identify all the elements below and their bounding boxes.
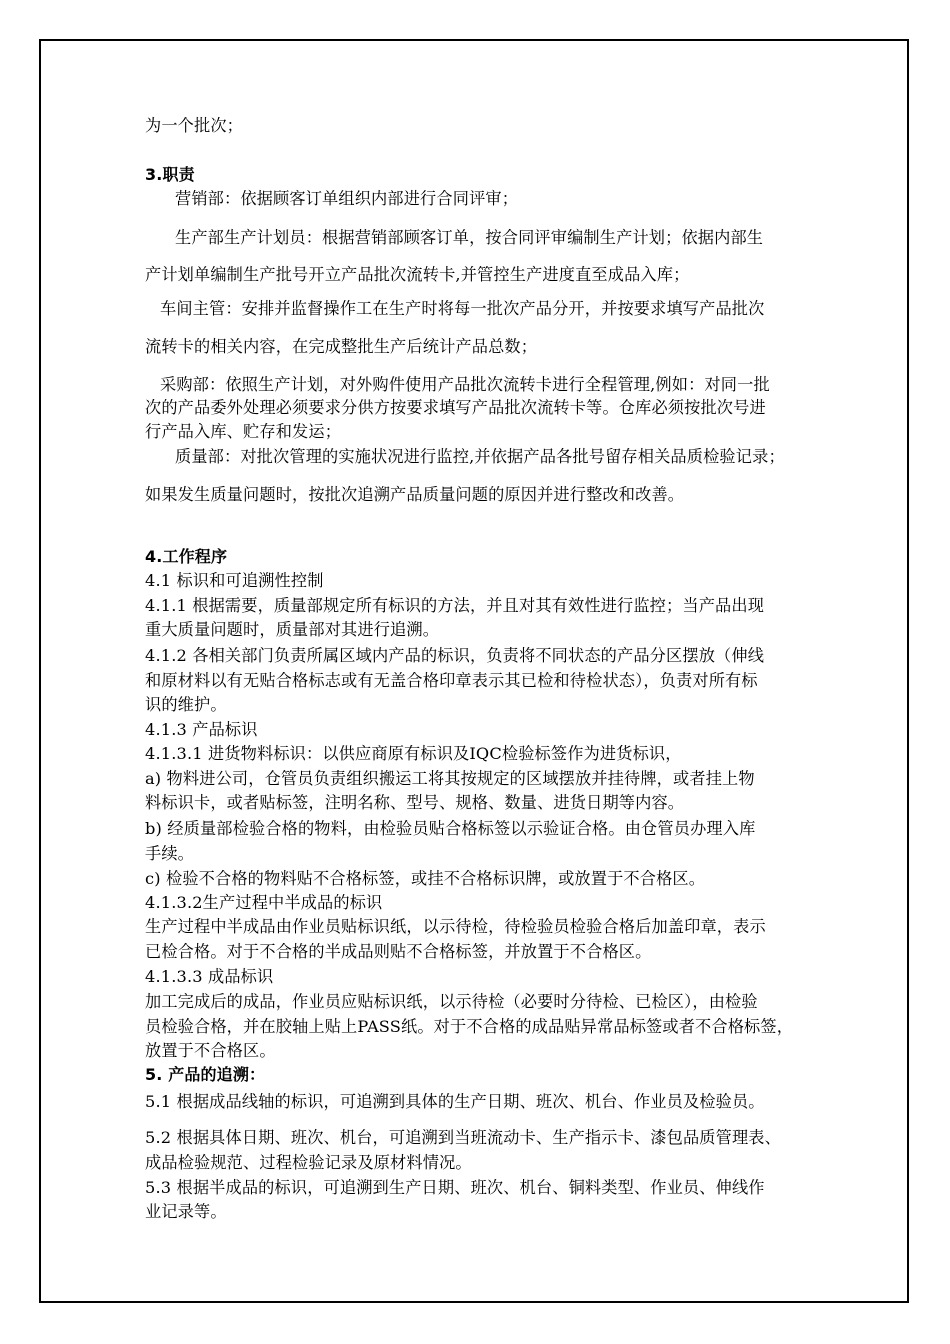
text-line: 已检合格。对于不合格的半成品则贴不合格标签，并放置于不合格区。 [145, 942, 652, 961]
text-line: a) 物料进公司，仓管员负责组织搬运工将其按规定的区域摆放并挂待牌，或者挂上物 [145, 769, 755, 788]
text-line: 4.1.3.3 成品标识 [145, 967, 274, 986]
section-heading-work-procedure: 4.工作程序 [145, 547, 228, 566]
text-line: b) 经质量部检验合格的物料，由检验员贴合格标签以示验证合格。由仓管员办理入库 [145, 819, 756, 838]
text-line: 4.1 标识和可追溯性控制 [145, 571, 324, 590]
text-line: 4.1.1 根据需要，质量部规定所有标识的方法，并且对其有效性进行监控；当产品出现 [145, 596, 765, 615]
text-line: 质量部：对批次管理的实施状况进行监控,并依据产品各批号留存相关品质检验记录； [175, 447, 785, 466]
text-line: 5.1 根据成品线轴的标识，可追溯到具体的生产日期、班次、机台、作业员及检验员。 [145, 1092, 765, 1111]
text-line: 加工完成后的成品，作业员应贴标识纸，以示待检（必要时分待检、已检区），由检验 [145, 992, 758, 1011]
text-line: 采购部：依照生产计划，对外购件使用产品批次流转卡进行全程管理,例如：对同一批 [160, 375, 770, 394]
text-line: 4.1.3 产品标识 [145, 720, 258, 739]
text-line: 车间主管：安排并监督操作工在生产时将每一批次产品分开，并按要求填写产品批次 [160, 299, 765, 318]
text-line: 业记录等。 [145, 1202, 227, 1221]
text-line: 4.1.3.2生产过程中半成品的标识 [145, 893, 383, 912]
section-heading-traceability: 5. 产品的追溯： [145, 1065, 266, 1084]
text-line: 4.1.3.1 进货物料标识：以供应商原有标识及IQC检验标签作为进货标识， [145, 744, 682, 763]
text-line: 生产过程中半成品由作业员贴标识纸，以示待检，待检验员检验合格后加盖印章，表示 [145, 917, 766, 936]
text-line: 如果发生质量问题时，按批次追溯产品质量问题的原因并进行整改和改善。 [145, 485, 685, 504]
text-line: 和原材料以有无贴合格标志或有无盖合格印章表示其已检和待检状态），负责对所有标 [145, 671, 758, 690]
text-line: 识的维护。 [145, 695, 227, 714]
text-line: 重大质量问题时，质量部对其进行追溯。 [145, 620, 440, 639]
text-line: 流转卡的相关内容，在完成整批生产后统计产品总数； [145, 337, 538, 356]
section-heading-responsibilities: 3.职责 [145, 165, 195, 184]
text-line: 员检验合格，并在胶轴上贴上PASS纸。对于不合格的成品贴异常品标签或者不合格标签， [145, 1017, 794, 1036]
text-line: 放置于不合格区。 [145, 1041, 276, 1060]
text-line: 产计划单编制生产批号开立产品批次流转卡,并管控生产进度直至成品入库； [145, 265, 690, 284]
text-line: 5.2 根据具体日期、班次、机台，可追溯到当班流动卡、生产指示卡、漆包品质管理表、 [145, 1128, 781, 1147]
text-line: 次的产品委外处理必须要求分供方按要求填写产品批次流转卡等。仓库必须按批次号进 [145, 398, 766, 417]
text-line: 4.1.2 各相关部门负责所属区域内产品的标识，负责将不同状态的产品分区摆放（伸线 [145, 646, 765, 665]
text-line: 料标识卡，或者贴标签，注明名称、型号、规格、数量、进货日期等内容。 [145, 793, 685, 812]
text-line: 营销部：依据顾客订单组织内部进行合同评审； [175, 189, 519, 208]
text-line: c) 检验不合格的物料贴不合格标签，或挂不合格标识牌，或放置于不合格区。 [145, 869, 706, 888]
text-line: 生产部生产计划员：根据营销部顾客订单，按合同评审编制生产计划；依据内部生 [175, 228, 764, 247]
text-line: 手续。 [145, 844, 195, 863]
text-line: 成品检验规范、过程检验记录及原材料情况。 [145, 1153, 472, 1172]
text-line: 行产品入库、贮存和发运； [145, 422, 342, 441]
text-line: 5.3 根据半成品的标识，可追溯到生产日期、班次、机台、铜料类型、作业员、伸线作 [145, 1178, 765, 1197]
text-line: 为一个批次； [145, 116, 244, 135]
